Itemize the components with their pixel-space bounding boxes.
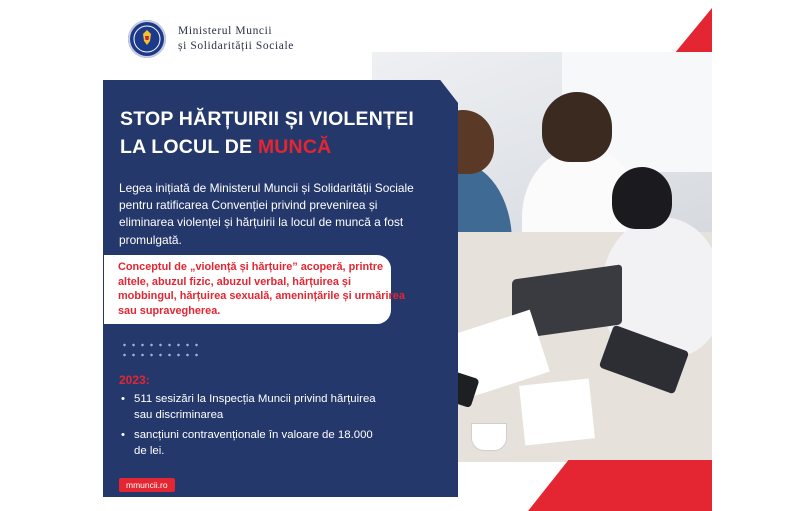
- photo-cup: [472, 424, 506, 450]
- stats-item: • 511 sesizări la Inspecția Muncii privind hărțuirea sau discriminarea: [118, 391, 388, 423]
- title-line2-prefix: LA LOCUL DE: [120, 136, 258, 158]
- highlight-text: Conceptul de „violență și hărțuire” acoperă, printre altele, abuzul fizic, abuzul verbal, hărțuirea și mobbingul, hărțuirea sexuală, amenințările și urmărirea sau supravegherea.: [118, 261, 405, 317]
- dot-grid-decoration: [120, 340, 202, 362]
- government-seal-icon: [128, 20, 166, 58]
- ministry-logo: [128, 20, 294, 58]
- ministry-name: [178, 24, 294, 54]
- intro-paragraph: Legea inițiată de Ministerul Muncii și Solidarității Sociale pentru ratificarea Convenției privind prevenirea și eliminarea violenței și hărțuirii la locul de muncă a fost promulgată.: [119, 181, 414, 247]
- title-accent-word: MUNCĂ: [257, 136, 332, 158]
- title-line2: [120, 133, 440, 161]
- ministry-name-line2: și Solidarității Sociale: [178, 40, 294, 52]
- person-right-head: [612, 167, 672, 229]
- website-link[interactable]: mmuncii.ro: [119, 478, 175, 492]
- stats-year: 2023:: [119, 373, 150, 387]
- stats-list: [118, 391, 388, 463]
- photo-paper: [519, 379, 595, 446]
- ministry-name-line1: Ministerul Muncii: [178, 25, 273, 37]
- red-accent-bottom: [528, 460, 712, 511]
- person-center-head: [542, 92, 612, 162]
- poster-title: [120, 105, 440, 161]
- stats-item: • sancțiuni contravenționale în valoare de 18.000 de lei.: [118, 427, 388, 459]
- title-line1: STOP HĂRȚUIRII ȘI VIOLENȚEI: [120, 108, 414, 130]
